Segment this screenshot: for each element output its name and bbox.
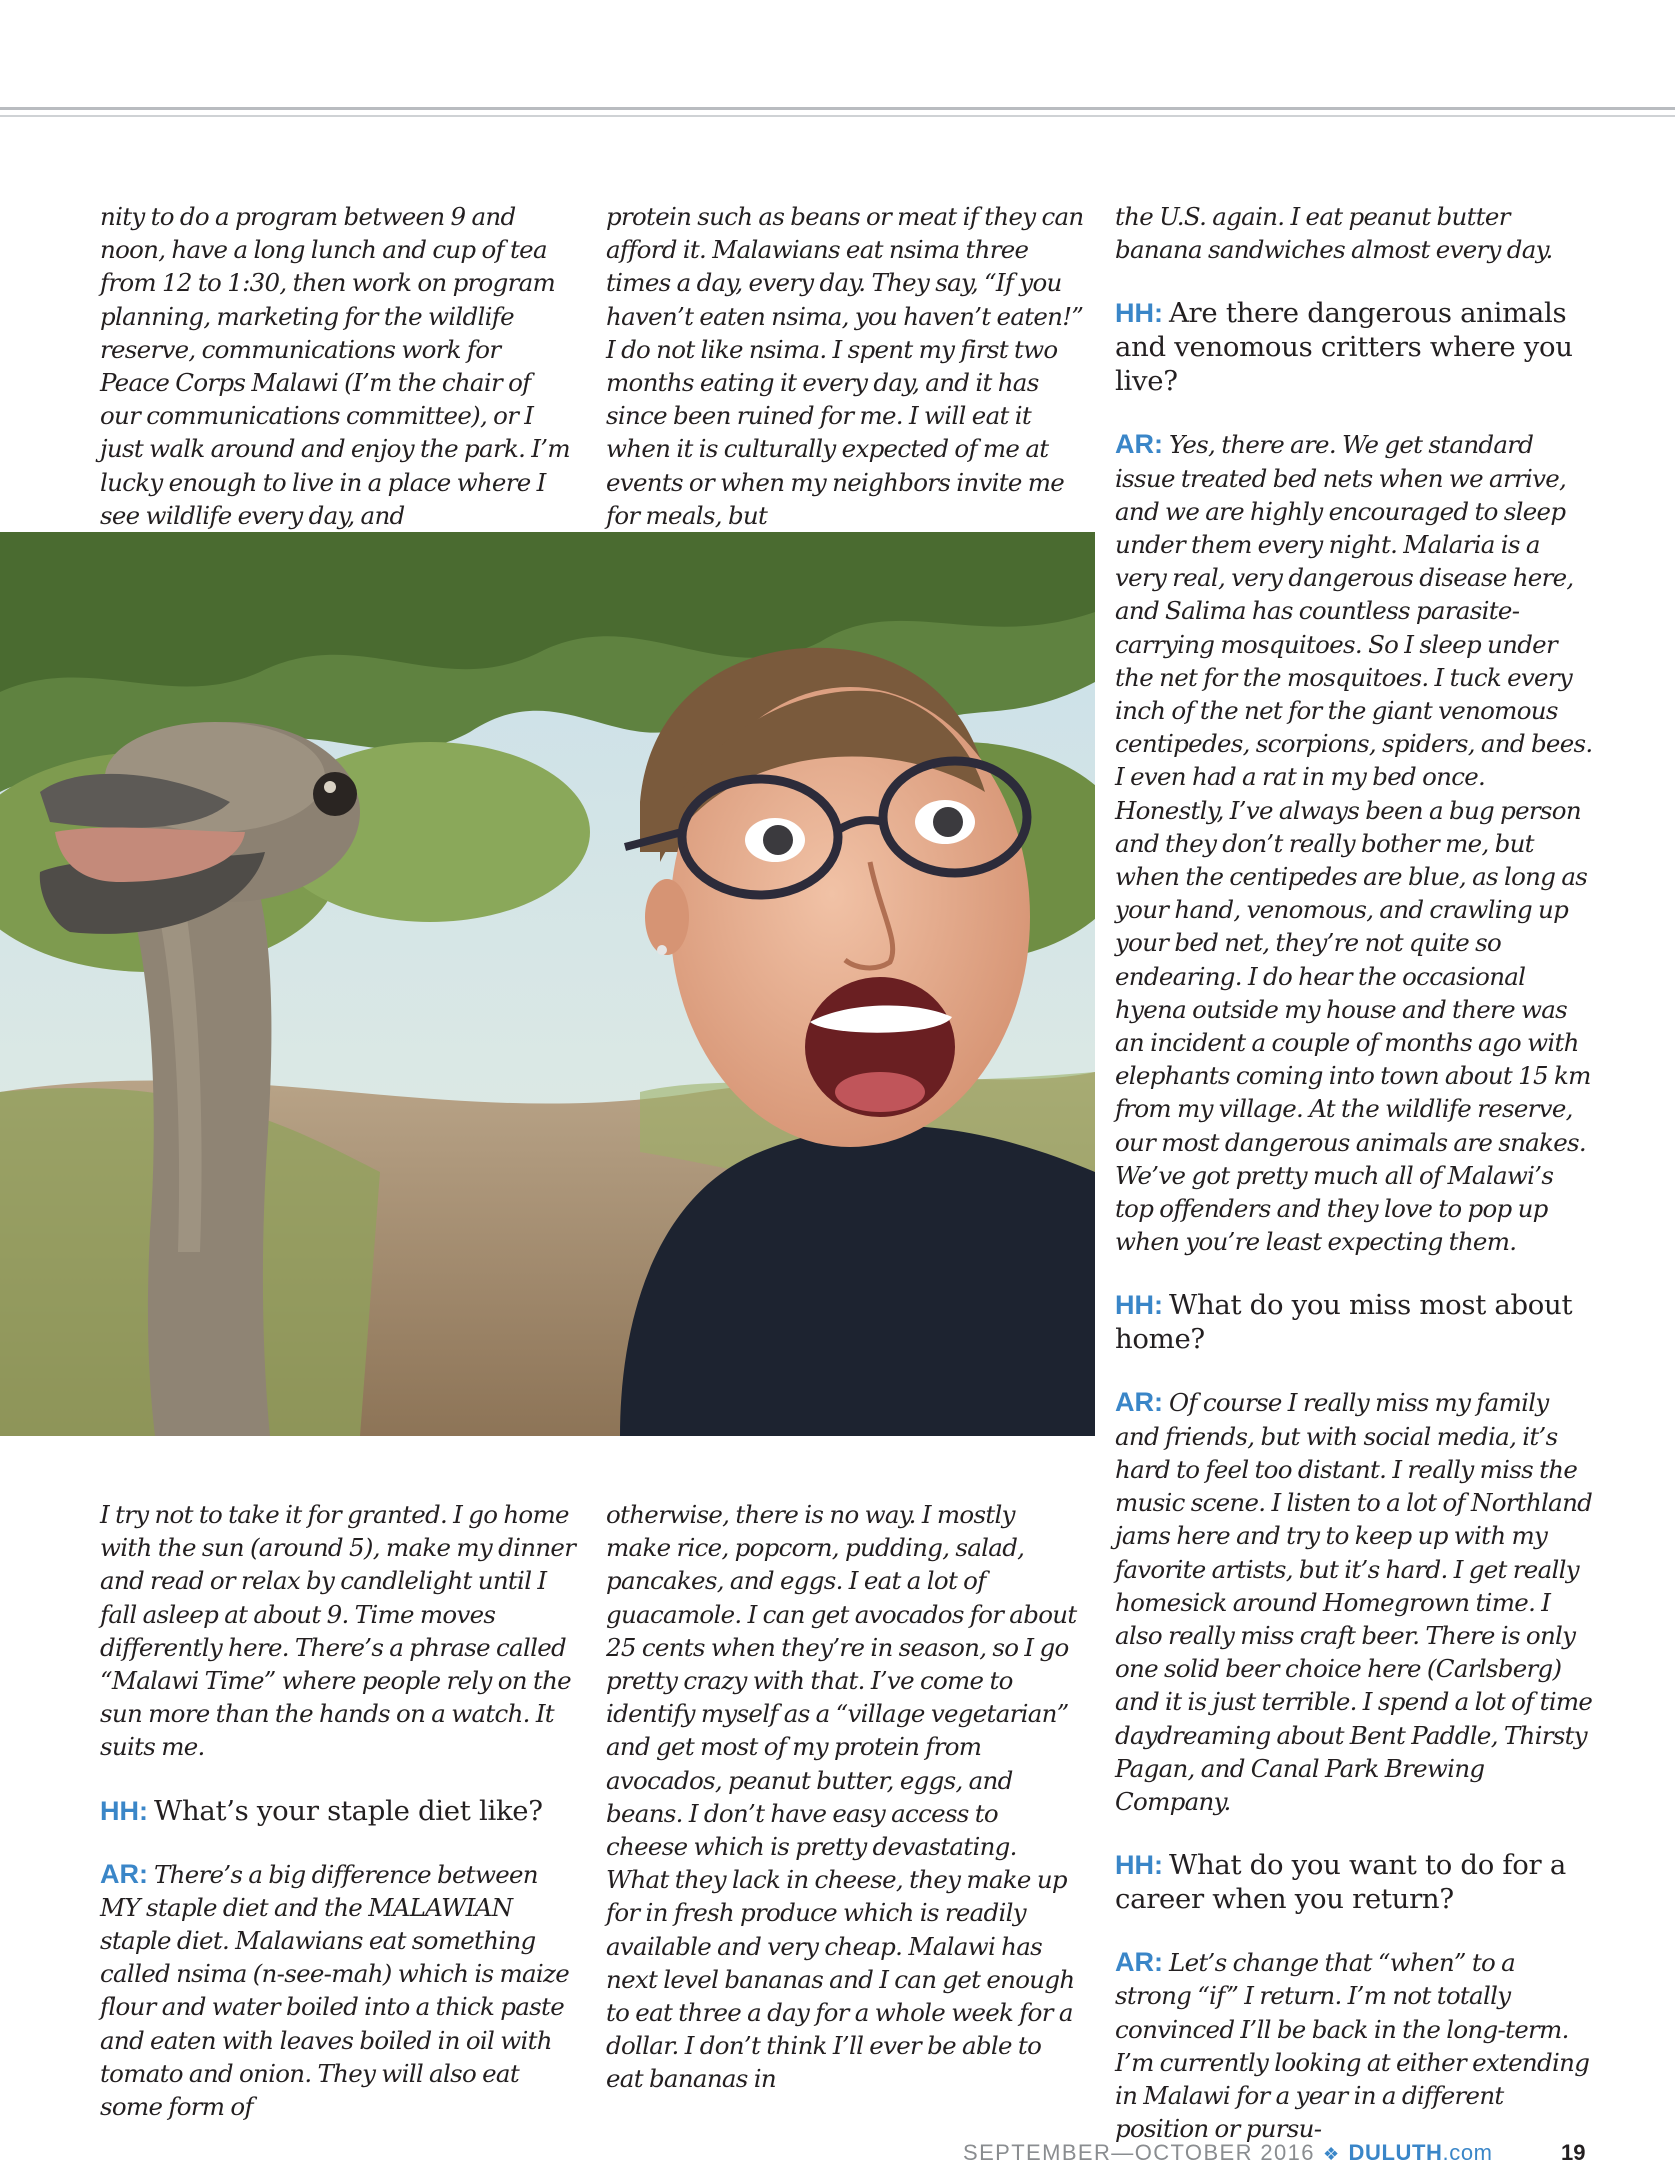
- interview-question: [1115, 296, 1593, 398]
- interview-answer: [100, 1858, 578, 2124]
- article-paragraph: protein such as beans or meat if they can afford it. Malawians eat nsima three times a day, every day. They say, “If you haven’t eaten nsima, you haven’t eaten!” I do not like nsima. I spent my first two months eating it every day, and it has since been ruined for me. I will eat it when it is culturally expected of me at events or when my neighbors invite me for meals, but: [606, 202, 1084, 530]
- ostrich-selfie-photo: [0, 532, 1095, 1436]
- interview-answer: [1115, 428, 1593, 1258]
- answer-text: There’s a big difference between MY staple diet and the MALAWIAN staple diet. Malawians eat something called nsima (n-see-mah) which is maize flour and water boiled into a thick paste and eaten with leaves boiled in oil with tomato and onion. They will also eat some form of: [100, 1859, 570, 2122]
- issue-date: SEPTEMBER—OCTOBER 2016: [963, 2140, 1315, 2165]
- interview-answer: [1115, 1946, 1593, 2145]
- question-tag: HH:: [1115, 1290, 1163, 1321]
- question-tag: HH:: [1115, 1850, 1163, 1881]
- photo-illustration: [0, 532, 1095, 1436]
- answer-text: Yes, there are. We get standard issue treated bed nets when we arrive, and we are highly encouraged to sleep under them every night. Malaria is a very real, very dangerous disease here, and Salima has countless parasite-carrying mosquitoes. So I sleep under the net for the mosquitoes. I tuck every inch of the net for the giant venomous centipedes, scorpions, spiders, and bees. I even had a rat in my bed once. Honestly, I’ve always been a bug person and they don’t really bother me, but when the centipedes are blue, as long as your hand, venomous, and crawling up your bed net, they’re not quite so endearing. I do hear the occasional hyena outside my house and there was an incident a couple of months ago with elephants coming into town about 15 km from my village. At the wildlife reserve, our most dangerous animals are snakes. We’ve got pretty much all of Malawi’s top offenders and they love to pop up when you’re least expecting them.: [1115, 430, 1593, 1257]
- header-rule-thin: [0, 115, 1675, 117]
- header-rule: [0, 107, 1675, 110]
- brand-suffix: .com: [1442, 2140, 1493, 2165]
- question-text: What do you miss most about home?: [1115, 1289, 1573, 1356]
- question-text: Are there dangerous animals and venomous critters where you live?: [1115, 297, 1573, 398]
- column-2-bottom: [606, 1498, 1084, 2096]
- column-2-top: [606, 200, 1084, 532]
- article-paragraph: the U.S. again. I eat peanut butter banana sandwiches almost every day.: [1115, 202, 1553, 265]
- answer-text: Of course I really miss my family and friends, but with social media, it’s hard to feel too distant. I really miss the music scene. I listen to a lot of Northland jams here and try to keep up with my favorite artists, but it’s hard. I get really homesick around Homegrown time. I also really miss craft beer. There is only one solid beer choice here (Carlsberg) and it is just terrible. I spend a lot of time daydreaming about Bent Paddle, Thirsty Pagan, and Canal Park Brewing Company.: [1115, 1388, 1593, 1816]
- answer-text: Let’s change that “when” to a strong “if” I return. I’m not totally convinced I’ll be back in the long-term. I’m currently looking at either extending in Malawi for a year in a different position or pursu-: [1115, 1948, 1590, 2144]
- page-footer: [963, 2140, 1493, 2170]
- diamond-separator-icon: ❖: [1322, 2144, 1341, 2164]
- question-tag: HH:: [100, 1795, 148, 1826]
- answer-tag: AR:: [1115, 1387, 1163, 1418]
- column-3: [1115, 200, 1593, 2145]
- question-tag: HH:: [1115, 298, 1163, 329]
- article-paragraph: otherwise, there is no way. I mostly make rice, popcorn, pudding, salad, pancakes, and eggs. I eat a lot of guacamole. I can get avocados for about 25 cents when they’re in season, so I go pretty crazy with that. I’ve come to identify myself as a “village vegetarian” and get most of my protein from avocados, peanut butter, eggs, and beans. I don’t have easy access to cheese which is pretty devastating. What they lack in cheese, they make up for in fresh produce which is readily available and very cheap. Malawi has next level bananas and I can get enough to eat three a day for a whole week for a dollar. I don’t think I’ll ever be able to eat bananas in: [606, 1500, 1077, 2094]
- interview-question: [100, 1794, 578, 1828]
- answer-tag: AR:: [1115, 429, 1163, 460]
- column-1-top: [100, 200, 570, 532]
- column-1-bottom: [100, 1498, 578, 2123]
- brand-name: DULUTH: [1348, 2140, 1443, 2165]
- page-number: 19: [1561, 2140, 1586, 2165]
- interview-answer: [1115, 1386, 1593, 1818]
- question-text: What’s your staple diet like?: [154, 1794, 543, 1827]
- article-paragraph: I try not to take it for granted. I go home with the sun (around 5), make my dinner and read or relax by candlelight until I fall asleep at about 9. Time moves differently here. There’s a phrase called “Malawi Time” where people rely on the sun more than the hands on a watch. It suits me.: [100, 1500, 576, 1762]
- article-paragraph: nity to do a program between 9 and noon, have a long lunch and cup of tea from 12 to 1:30, then work on program planning, marketing for the wildlife reserve, communications work for Peace Corps Malawi (I’m the chair of our communications committee), or I just walk around and enjoy the park. I’m lucky enough to live in a place where I see wildlife every day, and: [100, 202, 570, 530]
- answer-tag: AR:: [1115, 1947, 1163, 1978]
- question-text: What do you want to do for a career when you return?: [1115, 1849, 1566, 1916]
- interview-question: [1115, 1848, 1593, 1916]
- answer-tag: AR:: [100, 1858, 148, 1889]
- interview-question: [1115, 1288, 1593, 1356]
